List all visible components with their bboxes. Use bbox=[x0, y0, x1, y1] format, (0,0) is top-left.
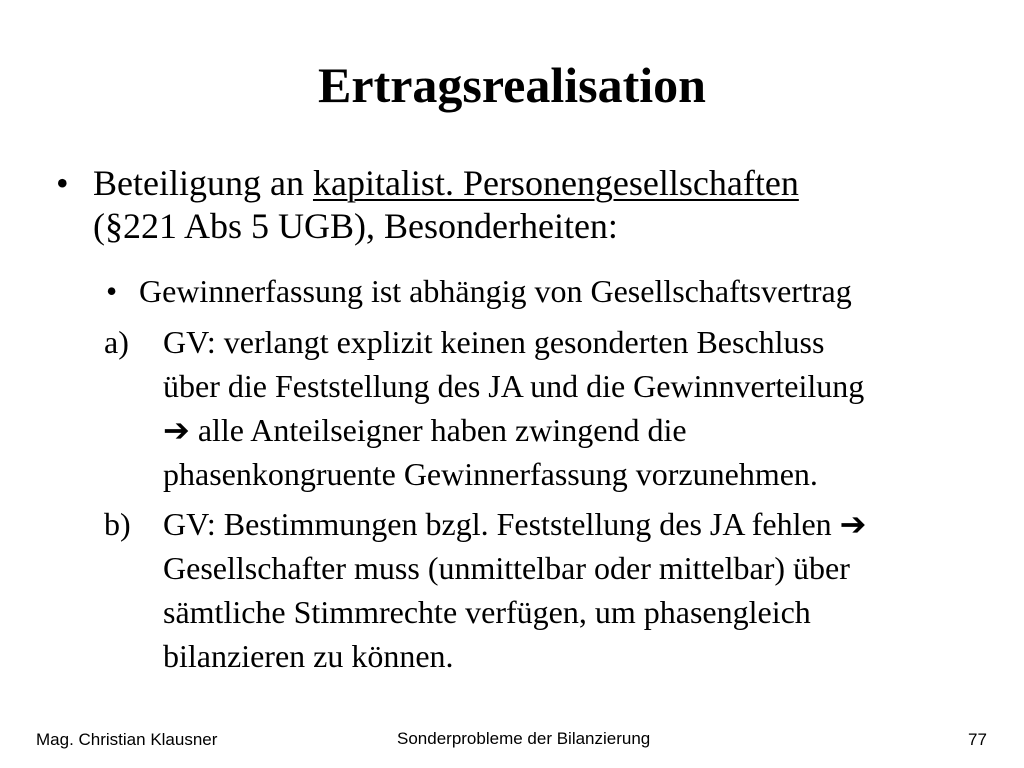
subbullet-gewinnerfassung-text: Gewinnerfassung ist abhängig von Gesellschaftsvertrag bbox=[139, 273, 852, 309]
enum-item-a-text bbox=[163, 320, 963, 496]
enum-b-line-1: GV: Bestimmungen bzgl. Feststellung des JA fehlen bbox=[163, 506, 840, 542]
bullet-beteiligung-suffix: (§221 Abs 5 UGB), Besonderheiten: bbox=[93, 206, 618, 246]
enum-item-b-text bbox=[163, 502, 963, 678]
enum-marker-b: b) bbox=[104, 506, 131, 542]
enum-a-line-3: alle Anteilseigner haben zwingend die bbox=[189, 412, 687, 448]
bullet-beteiligung-prefix: Beteiligung an bbox=[93, 163, 313, 203]
enum-a-line-2: über die Feststellung des JA und die Gewinnverteilung bbox=[163, 368, 865, 404]
bullet-marker: • bbox=[56, 163, 69, 203]
subbullet-marker: • bbox=[106, 273, 118, 309]
arrow-icon: ➔ bbox=[839, 506, 867, 542]
enum-b-line-2: Gesellschafter muss (unmittelbar oder mittelbar) über bbox=[163, 550, 850, 586]
bullet-beteiligung-text bbox=[93, 162, 953, 248]
footer-author: Mag. Christian Klausner bbox=[36, 730, 218, 749]
enum-a-line-4: phasenkongruente Gewinnerfassung vorzunehmen. bbox=[163, 456, 818, 492]
enum-b-line-4: bilanzieren zu können. bbox=[163, 638, 454, 674]
arrow-icon: ➔ bbox=[163, 412, 190, 448]
enum-marker-a: a) bbox=[104, 324, 129, 360]
enum-b-line-3: sämtliche Stimmrechte verfügen, um phasengleich bbox=[163, 594, 811, 630]
slide-title: Ertragsrealisation bbox=[318, 57, 706, 113]
bullet-beteiligung-underlined: kapitalist. Personengesellschaften bbox=[312, 163, 799, 203]
footer-page-number: 77 bbox=[968, 730, 987, 749]
footer-topic: Sonderprobleme der Bilanzierung bbox=[397, 729, 651, 748]
enum-a-line-1: GV: verlangt explizit keinen gesonderten Beschluss bbox=[163, 324, 825, 360]
